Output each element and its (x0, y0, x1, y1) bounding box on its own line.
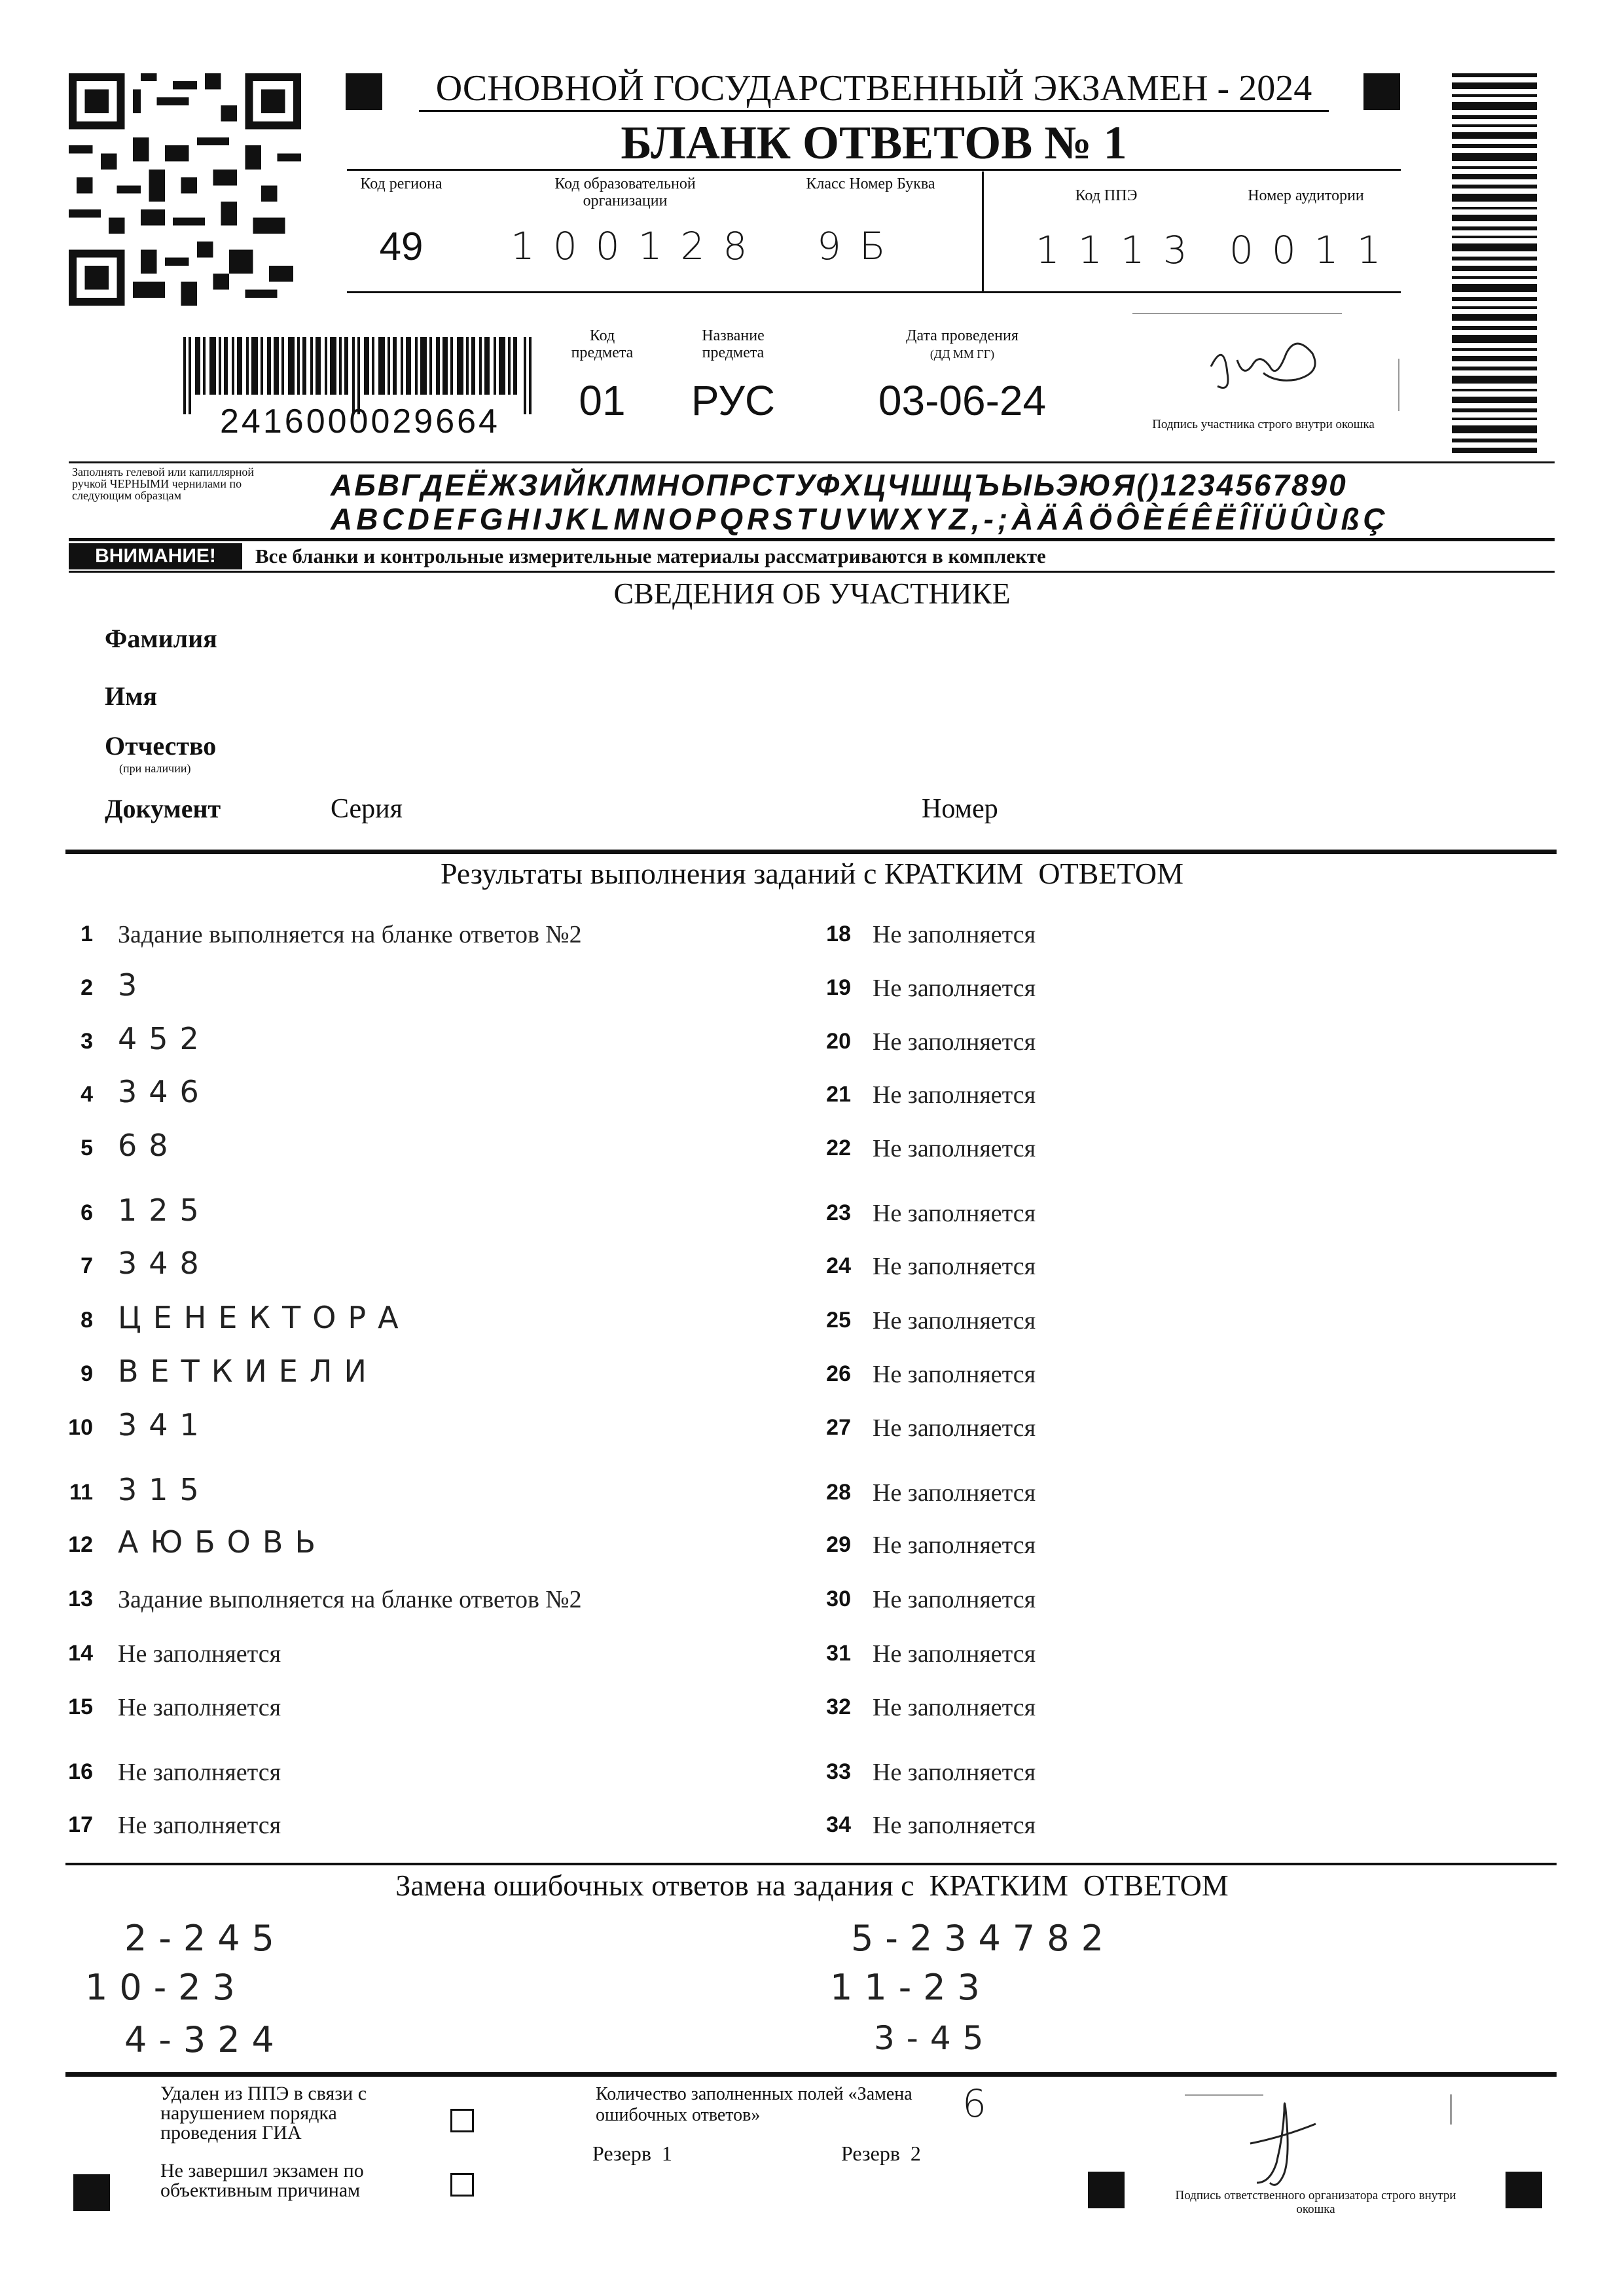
task-answer-10: 341 (118, 1407, 211, 1443)
task-answer-19: Не заполняется (873, 975, 1036, 1002)
removed-checkbox[interactable] (450, 2109, 474, 2132)
document-label: Документ (105, 794, 221, 823)
task-answer-26: Не заполняется (873, 1361, 1036, 1388)
replacement-right-2: 11-23 (830, 1967, 992, 2008)
not-finished-label: Не завершил экзамен по объективным причинам (160, 2160, 364, 2201)
task-answer-17: Не заполняется (118, 1812, 281, 1839)
task-number-32: 32 (826, 1695, 851, 1719)
task-answer-31: Не заполняется (873, 1640, 1036, 1668)
sheets-count-value: 6 (962, 2081, 1005, 2126)
task-answer-6: 125 (118, 1193, 211, 1228)
task-answer-16: Не заполняется (118, 1759, 281, 1786)
corner-marker-bottom-left (73, 2174, 110, 2211)
task-number-31: 31 (826, 1641, 851, 1666)
room-number-value: 0011 (1229, 228, 1399, 272)
sheets-count-label: Количество заполненных полей «Замена ошибочных ответов» (596, 2084, 912, 2125)
organizer-signature-caption: Подпись ответственного организатора строго внутри окошка (1175, 2189, 1456, 2216)
task-number-11: 11 (69, 1480, 93, 1505)
replacement-right-3: 3-45 (874, 2019, 996, 2057)
task-number-10: 10 (68, 1415, 93, 1440)
subject-name-value: РУС (691, 377, 776, 424)
task-number-14: 14 (68, 1641, 93, 1666)
task-number-16: 16 (68, 1759, 93, 1784)
patronymic-note: (при наличии) (119, 762, 191, 775)
task-answer-22: Не заполняется (873, 1135, 1036, 1162)
task-number-9: 9 (81, 1361, 93, 1386)
task-answer-28: Не заполняется (873, 1479, 1036, 1507)
signature-box-right (1398, 359, 1399, 411)
task-number-13: 13 (68, 1587, 93, 1611)
patronymic-label: Отчество (105, 731, 217, 761)
attention-badge: ВНИМАНИЕ! (69, 543, 242, 569)
participant-signature (1198, 327, 1329, 399)
footer-top-rule (65, 2072, 1557, 2077)
task-number-1: 1 (81, 922, 93, 946)
task-number-5: 5 (81, 1136, 93, 1160)
task-number-18: 18 (826, 922, 851, 946)
task-answer-2: 3 (118, 967, 149, 1003)
task-answer-7: 348 (118, 1246, 211, 1281)
org-code-label: Код образовательной организации (554, 175, 696, 209)
task-answer-1: Задание выполняется на бланке ответов №2 (118, 921, 582, 948)
exam-title: ОСНОВНОЙ ГОСУДАРСТВЕННЫЙ ЭКЗАМЕН - 2024 (419, 67, 1329, 112)
class-value: 9Б (817, 224, 904, 268)
task-answer-3: 452 (118, 1021, 211, 1056)
codes-top-rule (347, 169, 1401, 171)
region-code-label: Код региона (360, 175, 442, 192)
participant-section-title: СВЕДЕНИЯ ОБ УЧАСТНИКЕ (613, 577, 1011, 610)
room-number-label: Номер аудитории (1248, 187, 1364, 204)
task-number-22: 22 (826, 1136, 851, 1160)
task-answer-5: 68 (118, 1128, 180, 1163)
task-answer-33: Не заполняется (873, 1759, 1036, 1786)
task-number-4: 4 (81, 1082, 93, 1107)
reserve-1-label: Резерв 1 (592, 2142, 672, 2165)
sample-cyrillic-row: АБВГДЕЁЖЗИЙКЛМНОПРСТУФХЦЧШЩЪЫЬЭЮЯ()1234567890 (331, 468, 1348, 502)
document-series-label: Серия (331, 794, 403, 824)
corner-marker-bottom-mid (1088, 2172, 1125, 2208)
signature-box-top (1132, 313, 1342, 314)
codes-bottom-rule (347, 291, 1401, 293)
task-number-17: 17 (68, 1812, 93, 1837)
samples-top-rule (69, 461, 1555, 463)
results-top-rule (65, 850, 1557, 854)
org-sign-box-right (1450, 2094, 1452, 2125)
region-code-value: 49 (379, 224, 424, 268)
task-answer-27: Не заполняется (873, 1414, 1036, 1442)
removed-label: Удален из ППЭ в связи с нарушением порядка проведения ГИА (160, 2083, 367, 2144)
task-answer-14: Не заполняется (118, 1640, 281, 1668)
form-title: БЛАНК ОТВЕТОВ № 1 (621, 117, 1127, 169)
task-number-12: 12 (68, 1532, 93, 1557)
task-answer-13: Задание выполняется на бланке ответов №2 (118, 1586, 582, 1613)
org-code-value: 100128 (511, 224, 766, 268)
reserve-2-label: Резерв 2 (841, 2142, 921, 2165)
corner-marker-bottom-right (1506, 2172, 1542, 2208)
exam-date-value: 03-06-24 (878, 377, 1047, 424)
task-answer-25: Не заполняется (873, 1307, 1036, 1335)
task-answer-24: Не заполняется (873, 1253, 1036, 1280)
task-number-3: 3 (81, 1029, 93, 1054)
task-number-6: 6 (81, 1200, 93, 1225)
task-number-27: 27 (826, 1415, 851, 1440)
document-number-label: Номер (922, 794, 998, 824)
ppe-code-label: Код ППЭ (1075, 187, 1138, 204)
qr-code (69, 73, 301, 306)
replacement-section-title: Замена ошибочных ответов на задания с КРАТКИМ ОТВЕТОМ (395, 1869, 1229, 1902)
samples-instruction: Заполнять гелевой или капиллярной ручкой ЧЕРНЫМИ чернилами по следующим образцам (72, 465, 254, 502)
task-number-29: 29 (826, 1532, 851, 1557)
task-number-24: 24 (826, 1253, 851, 1278)
task-answer-11: 315 (118, 1472, 211, 1507)
task-answer-4: 346 (118, 1074, 211, 1109)
task-answer-32: Не заполняется (873, 1694, 1036, 1721)
task-number-19: 19 (826, 975, 851, 1000)
task-number-26: 26 (826, 1361, 851, 1386)
task-number-20: 20 (826, 1029, 851, 1054)
task-number-28: 28 (826, 1480, 851, 1505)
surname-label: Фамилия (105, 624, 217, 653)
task-number-7: 7 (81, 1253, 93, 1278)
replacement-left-3: 4-324 (124, 2019, 286, 2060)
replacement-top-rule (65, 1863, 1557, 1865)
task-number-25: 25 (826, 1308, 851, 1333)
exam-date-label: Дата проведения (906, 327, 1019, 344)
task-answer-15: Не заполняется (118, 1694, 281, 1721)
task-answer-12: АЮБОВЬ (118, 1524, 328, 1560)
replacement-right-1: 5-234782 (851, 1918, 1115, 1959)
task-number-21: 21 (826, 1082, 851, 1107)
organizer-signature (1244, 2085, 1348, 2196)
task-number-33: 33 (826, 1759, 851, 1784)
task-answer-30: Не заполняется (873, 1586, 1036, 1613)
not-finished-checkbox[interactable] (450, 2173, 474, 2197)
exam-date-format: (ДД ММ ГГ) (929, 348, 995, 361)
task-number-15: 15 (68, 1695, 93, 1719)
task-answer-9: ВЕТКИЕЛИ (118, 1354, 378, 1389)
sample-latin-row: ABCDEFGHIJKLMNOPQRSTUVWXYZ,-;ÀÄÂÖÔÈÉÊËÎÏÜÛÙßÇ (331, 502, 1389, 536)
subject-name-label: Название предмета (702, 327, 765, 361)
attention-top-rule (69, 538, 1555, 541)
name-label: Имя (105, 681, 157, 711)
ppe-code-value: 1113 (1036, 228, 1206, 272)
task-number-34: 34 (826, 1812, 851, 1837)
participant-signature-caption: Подпись участника строго внутри окошка (1152, 418, 1375, 431)
subject-code-label: Код предмета (571, 327, 634, 361)
attention-text: Все бланки и контрольные измерительные материалы рассматриваются в комплекте (255, 545, 1046, 567)
results-section-title: Результаты выполнения заданий с КРАТКИМ ОТВЕТОМ (440, 857, 1184, 890)
task-number-30: 30 (826, 1587, 851, 1611)
task-answer-34: Не заполняется (873, 1812, 1036, 1839)
corner-marker-top-right (1363, 73, 1400, 110)
corner-marker-top-left (346, 73, 382, 110)
task-answer-20: Не заполняется (873, 1028, 1036, 1056)
attention-bottom-rule (69, 571, 1555, 573)
task-answer-8: ЦЕНЕКТОРА (118, 1300, 410, 1335)
replacement-left-1: 2-245 (124, 1918, 286, 1959)
task-number-8: 8 (81, 1308, 93, 1333)
task-answer-29: Не заполняется (873, 1532, 1036, 1559)
task-number-23: 23 (826, 1200, 851, 1225)
task-answer-23: Не заполняется (873, 1200, 1036, 1227)
task-answer-21: Не заполняется (873, 1081, 1036, 1109)
task-answer-18: Не заполняется (873, 921, 1036, 948)
barcode-number: 2416000029664 (220, 403, 500, 440)
class-label: Класс Номер Буква (806, 175, 935, 192)
replacement-left-2: 10-23 (85, 1967, 247, 2008)
side-barcode (1452, 73, 1537, 453)
subject-code-value: 01 (579, 377, 626, 424)
task-number-2: 2 (81, 975, 93, 1000)
codes-divider (982, 171, 984, 291)
